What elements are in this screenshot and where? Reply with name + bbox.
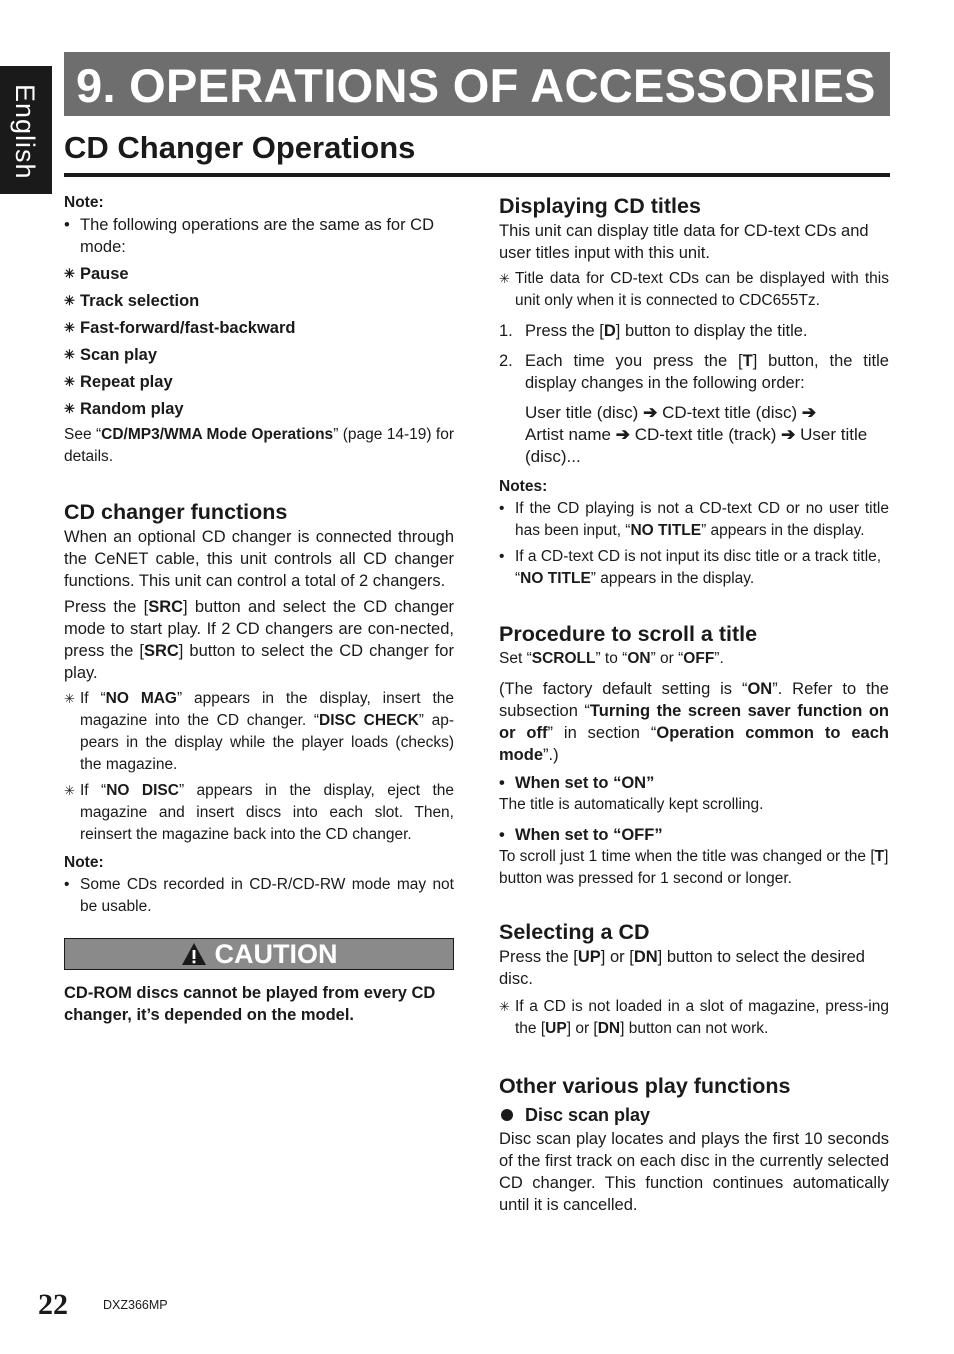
asterisk-icon: ✳ bbox=[64, 691, 75, 706]
no-disc-note: ✳ If “NO DISC” appears in the display, eject the magazine and insert discs into each slot. Then, reinsert the magazine back into the CD changer. bbox=[64, 782, 454, 843]
op-label: Pause bbox=[80, 265, 129, 283]
note-heading: Note: bbox=[64, 194, 104, 211]
functions-heading: CD changer functions bbox=[64, 500, 288, 524]
title-order: User title (disc) ➔ CD-text title (disc) ➔ Artist name ➔ CD-text title (track) ➔ User title (disc)... bbox=[525, 403, 868, 466]
asterisk-icon: ✳ bbox=[64, 266, 75, 281]
step-2: 2. Each time you press the [T] button, the title display changes in the following order: bbox=[499, 352, 889, 392]
titles-star-note: ✳ Title data for CD-text CDs can be displayed with this unit only when it is connected to CDC655Tz. bbox=[499, 270, 889, 309]
no-mag-note: ✳ If “NO MAG” appears in the display, insert the magazine into the CD changer. “DISC CHECK” ap-pears in the display while the player loads (checks) the magazine. bbox=[64, 690, 455, 773]
see-reference: See “CD/MP3/WMA Mode Operations” (page 14-19) for details. bbox=[64, 426, 454, 465]
other-heading: Other various play functions bbox=[499, 1074, 791, 1098]
op-label: Random play bbox=[80, 400, 184, 418]
right-column bbox=[499, 192, 889, 1216]
op-item bbox=[64, 344, 454, 366]
arrow-icon: ➔ bbox=[643, 403, 658, 422]
chapter-title: 9. OPERATIONS OF ACCESSORIES bbox=[76, 59, 876, 112]
bullet-icon bbox=[501, 1109, 513, 1121]
asterisk-icon: ✳ bbox=[64, 374, 75, 389]
asterisk-icon: ✳ bbox=[64, 320, 75, 335]
asterisk-icon: ✳ bbox=[499, 999, 510, 1014]
language-tab bbox=[0, 66, 52, 194]
when-off-heading: • When set to “OFF” bbox=[499, 824, 889, 846]
asterisk-icon: ✳ bbox=[64, 293, 75, 308]
op-item bbox=[64, 290, 454, 312]
scroll-heading: Procedure to scroll a title bbox=[499, 622, 758, 646]
titles-paragraph: This unit can display title data for CD-text CDs and user titles input with this unit. bbox=[499, 222, 869, 262]
when-off-text: To scroll just 1 time when the title was changed or the [T] button was pressed for 1 second or longer. bbox=[499, 848, 889, 887]
language-tab-label: English bbox=[10, 84, 40, 180]
functions-paragraph-2: Press the [SRC] button and select the CD changer mode to start play. If 2 CD changers are con-nected, press the [SRC] button to select the CD changer for play. bbox=[64, 598, 454, 682]
when-on-heading: • When set to “ON” bbox=[499, 772, 889, 794]
op-item bbox=[64, 317, 454, 339]
op-item bbox=[64, 263, 454, 285]
notes-heading: Notes: bbox=[499, 478, 548, 495]
op-item bbox=[64, 398, 454, 420]
disc-scan-text: Disc scan play locates and plays the first 10 seconds of the first track on each disc in the currently selected CD changer. This function continues automatically until it is cancelled. bbox=[499, 1130, 889, 1214]
op-label: Fast-forward/fast-backward bbox=[80, 319, 296, 337]
asterisk-icon: ✳ bbox=[64, 401, 75, 416]
chapter-banner bbox=[64, 52, 890, 116]
disc-scan-heading: Disc scan play bbox=[499, 1104, 889, 1126]
op-label: Repeat play bbox=[80, 373, 173, 391]
left-column bbox=[64, 192, 454, 1026]
op-label: Track selection bbox=[80, 292, 200, 310]
warning-icon bbox=[181, 942, 207, 966]
section-rule bbox=[64, 173, 890, 177]
asterisk-icon: ✳ bbox=[64, 783, 75, 798]
arrow-icon: ➔ bbox=[801, 403, 817, 422]
section-title: CD Changer Operations bbox=[64, 130, 416, 165]
caution-label: CAUTION bbox=[214, 939, 338, 969]
titles-heading: Displaying CD titles bbox=[499, 194, 701, 218]
arrow-icon: ➔ bbox=[615, 425, 630, 444]
notes-item-2: • If a CD-text CD is not input its disc title or a track title, “NO TITLE” appears in the display. bbox=[499, 546, 889, 590]
when-on-text: The title is automatically kept scrolling. bbox=[499, 796, 764, 813]
note-line: • The following operations are the same as for CD mode: bbox=[64, 214, 454, 258]
note2-line: • Some CDs recorded in CD-R/CD-RW mode may not be usable. bbox=[64, 874, 454, 918]
note2-heading: Note: bbox=[64, 854, 104, 871]
arrow-icon: ➔ bbox=[781, 425, 796, 444]
notes-item-1: • If the CD playing is not a CD-text CD or no user title has been input, “NO TITLE” appears in the display. bbox=[499, 498, 889, 542]
scroll-set: Set “SCROLL” to “ON” or “OFF”. bbox=[499, 650, 724, 667]
op-item bbox=[64, 371, 454, 393]
page-number: 22 bbox=[38, 1288, 68, 1321]
select-paragraph: Press the [UP] or [DN] button to select the desired disc. bbox=[499, 948, 865, 988]
functions-paragraph: When an optional CD changer is connected through the CeNET cable, this unit controls all CD changer functions. This unit can control a total of 2 changers. bbox=[64, 528, 454, 590]
step-1: 1. Press the [D] button to display the title. bbox=[499, 322, 808, 340]
caution-box bbox=[64, 938, 454, 970]
asterisk-icon: ✳ bbox=[64, 347, 75, 362]
asterisk-icon: ✳ bbox=[499, 271, 510, 286]
select-heading: Selecting a CD bbox=[499, 920, 650, 944]
model-number: DXZ366MP bbox=[103, 1298, 168, 1312]
caution-text: CD-ROM discs cannot be played from every CD changer, it’s depended on the model. bbox=[64, 984, 436, 1024]
op-label: Scan play bbox=[80, 346, 158, 364]
select-star-note: ✳ If a CD is not loaded in a slot of magazine, press-ing the [UP] or [DN] button can not work. bbox=[499, 998, 889, 1037]
factory-default: (The factory default setting is “ON”. Refer to the subsection “Turning the screen saver function on or off” in section “Operation common to each mode”.) bbox=[499, 680, 889, 764]
